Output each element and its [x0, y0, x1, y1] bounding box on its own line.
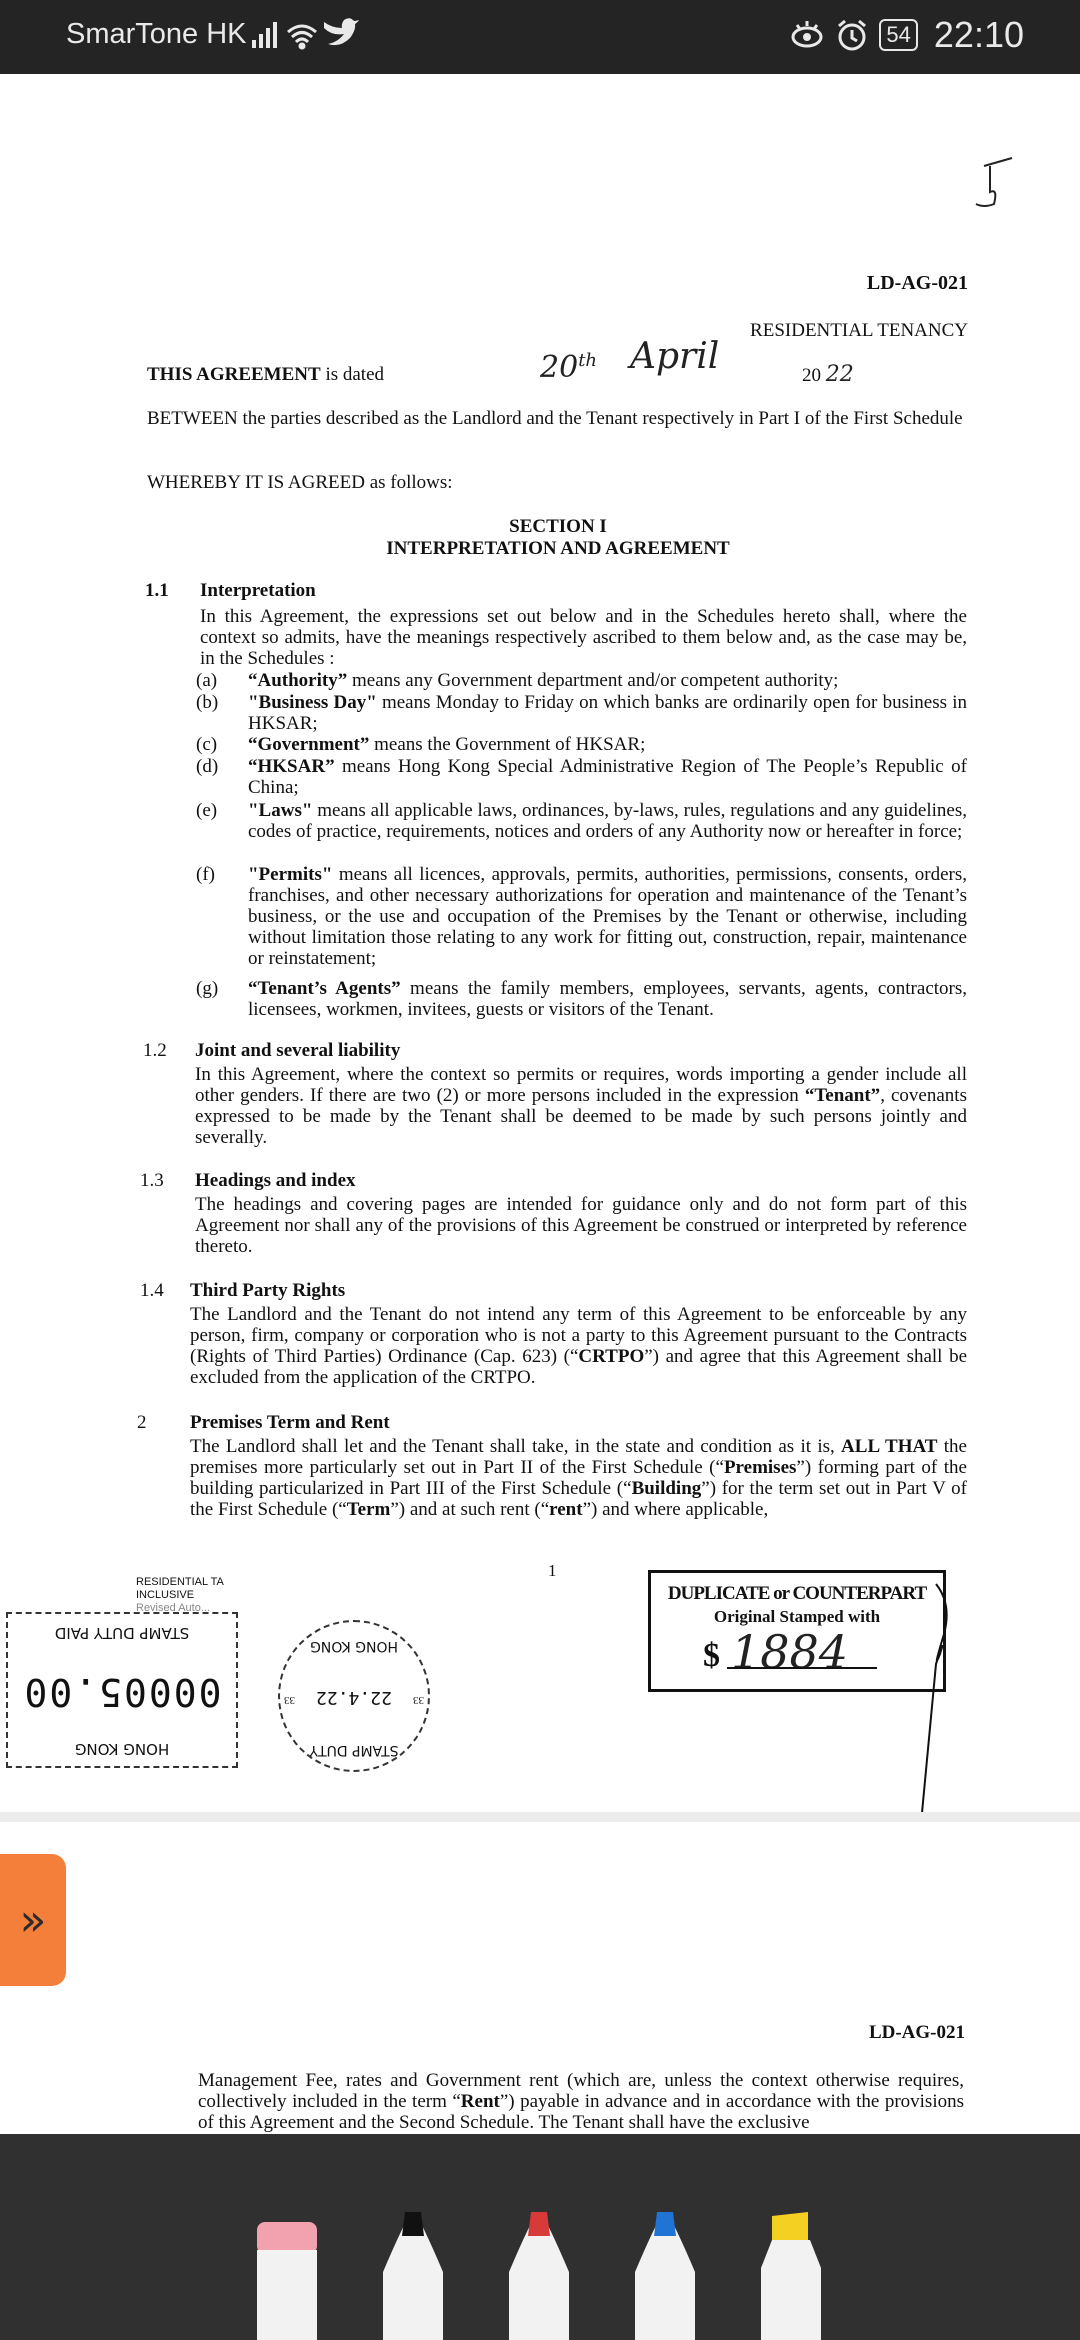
- dated-line: THIS AGREEMENT is dated: [147, 364, 385, 385]
- handwritten-day: 20th: [540, 350, 598, 385]
- status-bar: [0, 0, 1080, 74]
- signal-wifi-twitter-icons: [252, 16, 372, 56]
- definition-item: (b) "Business Day" means Monday to Friday on which banks are ordinarily open for business in HKSAR;: [196, 692, 967, 734]
- doc-type: RESIDENTIAL TENANCY: [750, 320, 968, 341]
- clock: 22:10: [933, 14, 1024, 55]
- clause-text: Management Fee, rates and Government rent (which are, unless the context otherwise requires, collectively included in the term “Rent”) payable in advance and in accordance with the provisions of this Agreement and the Second Schedule. The Tenant shall have the exclusive: [198, 2070, 965, 2133]
- definition-item: (c) “Government” means the Government of HKSAR;: [196, 734, 646, 755]
- clause-heading: Premises Term and Rent: [190, 1412, 390, 1433]
- definition-item: (e) "Laws" means all applicable laws, ordinances, by-laws, rules, regulations and any guidelines, codes of practice, requirements, notices and orders of any Authority now or hereafter in force;: [196, 800, 967, 842]
- definition-item: (f) "Permits" means all licences, approvals, permits, authorities, permissions, consents, orders, franchises, and other necessary authorizations for operation and maintenance of the Tenant’s business, or the use and occupation of the Premises by the Tenant or otherwise, including without limitation those relating to any work for fitting out, construction, repair, maintenance or reinstatement;: [196, 864, 967, 969]
- double-chevron-right-icon: »: [19, 1894, 47, 1946]
- section-title: SECTION I: [509, 516, 607, 537]
- red-pen-tool[interactable]: [506, 2212, 572, 2340]
- clause-heading: Third Party Rights: [190, 1280, 346, 1301]
- black-pen-tool[interactable]: [380, 2212, 446, 2340]
- handwritten-month: April: [630, 336, 720, 377]
- clause-heading: Headings and index: [195, 1170, 356, 1191]
- clause-heading: Joint and several liability: [195, 1040, 401, 1061]
- carrier-name: SmarTone HK: [66, 18, 247, 50]
- clause-text: The Landlord and the Tenant do not intend any term of this Agreement to be enforceable by any person, firm, company or corporation who is not a party to this Agreement pursuant to the Contracts (Rights of Third Parties) Ordinance (Cap. 623) (“CRTPO”) and agree that this Agreement shall be excluded from the application of the CRTPO.: [190, 1304, 967, 1388]
- blue-pen-tool[interactable]: [632, 2212, 698, 2340]
- signal-icon: [252, 22, 277, 48]
- clause-heading: Interpretation: [200, 580, 316, 601]
- page-number: 1: [548, 1561, 557, 1580]
- handwritten-page-mark: [970, 152, 1020, 208]
- clause-number: 2: [137, 1412, 147, 1433]
- eye-comfort-icon: [789, 17, 825, 53]
- alarm-icon: [835, 18, 869, 52]
- clause-text: In this Agreement, the expressions set out below and in the Schedules hereto shall, where the context so admits, have the meanings respectively ascribed to them below and, as the case may be, in the Schedules :: [200, 606, 967, 669]
- definition-item: (g) “Tenant’s Agents” means the family members, employees, servants, agents, contractors, licensees, workmen, invitees, guests or visitors of the Tenant.: [196, 978, 968, 1020]
- eraser-tool[interactable]: [254, 2222, 320, 2340]
- clause-text: In this Agreement, where the context so permits or requires, words importing a gender include all other genders. If there are two (2) or more persons included in the expression “Tenant”, covenants expressed to be made by the Tenant shall be deemed to be made by such persons jointly and severally.: [195, 1064, 967, 1148]
- document-page-2: [0, 1822, 1080, 2134]
- battery-indicator: 54: [879, 19, 917, 51]
- duplicate-counterpart-stamp: DUPLICATE or COUNTERPART Original Stamped with $ 1884: [648, 1570, 946, 1692]
- highlighter-icon: [772, 2212, 808, 2240]
- annotation-toolbar: [0, 2134, 1080, 2340]
- between-clause: BETWEEN the parties described as the Landlord and the Tenant respectively in Part I of the First Schedule: [147, 408, 963, 429]
- expand-panel-button[interactable]: [0, 1854, 66, 1986]
- clause-text: The headings and covering pages are intended for guidance only and do not form part of this Agreement nor shall any of the provisions of this Agreement be construed or interpreted by reference thereto.: [195, 1194, 967, 1257]
- doc-code: LD-AG-021: [868, 2022, 965, 2043]
- year-line: 20 22: [802, 362, 854, 387]
- clause-number: 1.4: [140, 1280, 164, 1301]
- handwritten-signature: [890, 1574, 960, 1812]
- blue-pen-icon: [654, 2212, 676, 2236]
- red-pen-icon: [528, 2212, 550, 2236]
- definition-item: (a) “Authority” means any Government department and/or competent authority;: [196, 670, 839, 691]
- clause-number: 1.2: [143, 1040, 167, 1061]
- clause-text: The Landlord shall let and the Tenant shall take, in the state and condition as it is, ALL THAT the premises more particularly set out in Part II of the First Schedule (“Premises”) forming part of the building particularized in Part III of the First Schedule (“Building”) for the term set out in Part V of the First Schedule (“Term”) and at such rent (“rent”) and where applicable,: [190, 1436, 967, 1520]
- definition-item: (d) “HKSAR” means Hong Kong Special Administrative Region of The People’s Republic of China;: [196, 756, 967, 798]
- document-page-1: [0, 74, 1080, 1812]
- clause-number: 1.3: [140, 1170, 164, 1191]
- section-subtitle: INTERPRETATION AND AGREEMENT: [386, 538, 730, 559]
- hong-kong-date-stamp: STAMP DUTY 22.4.22 33 33 HONG KONG: [278, 1620, 430, 1772]
- highlighter-tool[interactable]: [758, 2212, 824, 2340]
- page-separator: [0, 1812, 1080, 1822]
- twitter-icon: [324, 18, 359, 45]
- clause-number: 1.1: [145, 580, 169, 601]
- doc-code: LD-AG-021: [866, 272, 968, 294]
- stamp-duty-paid-stamp: HONG KONG 00005.00 STAMP DUTY PAID: [6, 1612, 238, 1768]
- wifi-icon: [288, 26, 316, 48]
- whereby-clause: WHEREBY IT IS AGREED as follows:: [147, 472, 453, 493]
- stamp-note: RESIDENTIAL TA INCLUSIVE Revised Auto...: [136, 1576, 224, 1614]
- eraser-icon: [257, 2222, 317, 2254]
- black-pen-icon: [402, 2212, 424, 2236]
